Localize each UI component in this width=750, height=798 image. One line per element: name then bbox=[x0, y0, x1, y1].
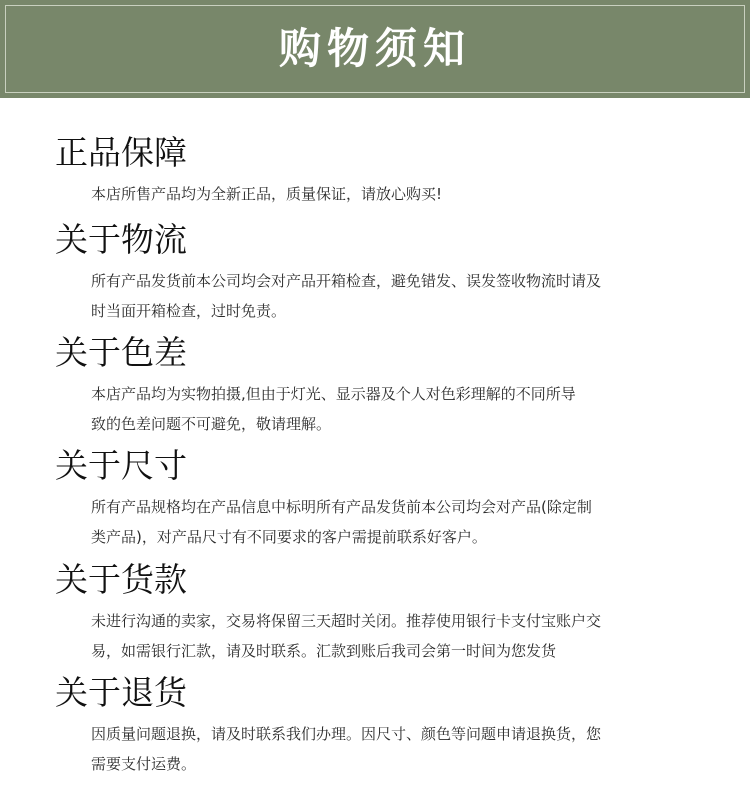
section-body-line: 类产品)，对产品尺寸有不同要求的客户需提前联系好客户。 bbox=[91, 528, 487, 546]
section-heading: 关于货款 bbox=[55, 560, 187, 599]
section-body-line: 因质量问题退换，请及时联系我们办理。因尺寸、颜色等问题申请退换货，您 bbox=[91, 725, 602, 743]
section-heading: 正品保障 bbox=[55, 133, 187, 172]
section-body bbox=[91, 179, 691, 209]
section-body bbox=[91, 606, 691, 666]
section-heading: 关于尺寸 bbox=[55, 446, 187, 485]
section-heading: 关于色差 bbox=[55, 333, 187, 372]
section-body-line: 所有产品规格均在产品信息中标明所有产品发货前本公司均会对产品(除定制 bbox=[91, 498, 592, 516]
section-body-line: 本店所售产品均为全新正品，质量保证，请放心购买! bbox=[91, 185, 443, 203]
page-title: 购物须知 bbox=[278, 24, 471, 73]
section-body-line: 时当面开箱检查，过时免责。 bbox=[91, 302, 287, 320]
section-heading: 关于物流 bbox=[55, 220, 187, 259]
section-body bbox=[91, 492, 691, 552]
section-body bbox=[91, 719, 691, 779]
section-body bbox=[91, 379, 691, 439]
section-body-line: 致的色差问题不可避免，敬请理解。 bbox=[91, 415, 332, 433]
section-body-line: 易，如需银行汇款，请及时联系。汇款到账后我司会第一时间为您发货 bbox=[91, 642, 557, 660]
section-body-line: 所有产品发货前本公司均会对产品开箱检查，避免错发、误发签收物流时请及 bbox=[91, 272, 602, 290]
header-banner bbox=[0, 0, 750, 98]
section-body bbox=[91, 266, 691, 326]
section-body-line: 本店产品均为实物拍摄,但由于灯光、显示器及个人对色彩理解的不同所导 bbox=[91, 385, 576, 403]
section-heading: 关于退货 bbox=[55, 673, 187, 712]
section-body-line: 未进行沟通的卖家，交易将保留三天超时关闭。推荐使用银行卡支付宝账户交 bbox=[91, 612, 602, 630]
section-body-line: 需要支付运费。 bbox=[91, 755, 197, 773]
